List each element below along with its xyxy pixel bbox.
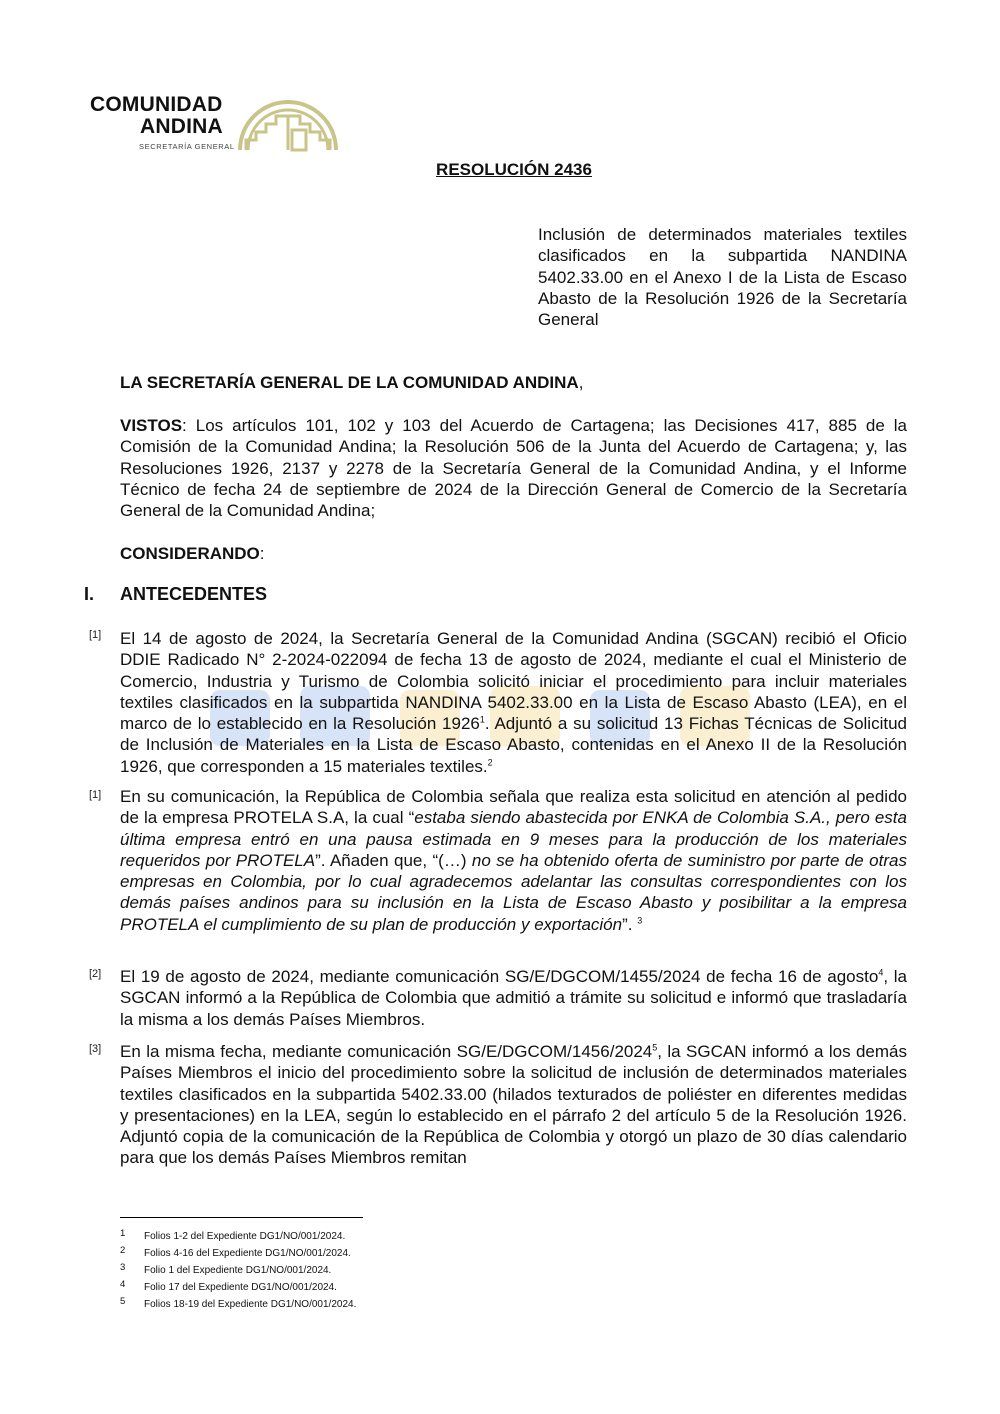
section-number: I. [84,584,95,604]
footnote-ref: 4 [878,967,884,978]
paragraph-number: [1] [89,789,102,801]
logo-subtitle: SECRETARÍA GENERAL [139,142,235,151]
considerando-heading: CONSIDERANDO: [120,544,265,563]
paragraph-1: El 14 de agosto de 2024, la Secretaría General de la Comunidad Andina (SGCAN) recibió el Oficio DDIE Radicado N° 2-2024-022094 de fecha 13 de agosto de 2024, mediante el cual el Ministerio de Comercio, Industria y Turismo de Colombia solicitó iniciar el procedimiento para incluir materiales textiles clasificados en la subpartida NANDINA 5402.33.00 en la Lista de Escaso Abasto (LEA), en el marco de lo establecido en la Resolución 1926$^1$. Adjuntó a su solicitud 13 Fichas Técnicas de Solicitud de Inclusión de Materiales en la Lista de Escaso Abasto, contenidas en el Anexo II de la Resolución 1926, que corresponden a 15 materiales textiles.$^2$ [120,629,907,776]
issuing-authority: LA SECRETARÍA GENERAL DE LA COMUNIDAD ANDINA, [120,373,584,392]
footnote: 5 Folios 18-19 del Expediente DG1/NO/001/2024. [120,1296,357,1310]
paragraph-number: [1] [89,629,102,641]
footnote: 4 Folio 17 del Expediente DG1/NO/001/2024. [120,1279,337,1293]
footnote: 1 Folios 1-2 del Expediente DG1/NO/001/2024. [120,1228,346,1242]
footnote: 3 Folio 1 del Expediente DG1/NO/001/2024. [120,1262,332,1276]
andean-emblem-icon [232,94,340,154]
paragraph-number: [3] [89,1043,102,1055]
vistos-paragraph: VISTOS: Los artículos 101, 102 y 103 del Acuerdo de Cartagena; las Decisiones 417, 885 de la Comisión de la Comunidad Andina; la Resolución 506 de la Junta del Acuerdo de Cartagena; y, las Resoluciones 1926, 2137 y 2278 de la Secretaría General de la Comunidad Andina, y el Informe Técnico de fecha 24 de septiembre de 2024 de la Dirección General de Comercio de la Secretaría General de la Comunidad Andina; [120,416,907,521]
logo-line2: ANDINA [140,115,223,138]
section-title: ANTECEDENTES [120,584,268,604]
footnote-ref: 1 [479,714,485,725]
footnote-ref: 5 [652,1042,658,1053]
paragraph-number: [2] [89,968,102,980]
footnote-divider [120,1217,363,1218]
resolution-title: RESOLUCIÓN 2436 [436,160,592,179]
footnote-ref: 3 [637,915,643,926]
logo-line1: COMUNIDAD [90,93,223,116]
paragraph-3: El 19 de agosto de 2024, mediante comunicación SG/E/DGCOM/1455/2024 de fecha 16 de agosto$^4$, la SGCAN informó a la República de Colombia que admitió a trámite su solicitud e informó que trasladaría la misma a los demás Países Miembros. [120,967,907,1029]
paragraph-2: En su comunicación, la República de Colombia señala que realiza esta solicitud en atención al pedido de la empresa PROTELA S.A, la cual “estaba siendo abastecida por ENKA de Colombia S.A., pero esta última empresa entró en una pausa estimada en 9 meses para la producción de los materiales requeridos por PROTELA”. Añaden que, “(…) no se ha obtenido oferta de suministro por parte de otras empresas en Colombia, por lo cual agradecemos adelantar las consultas correspondientes con los demás países andinos para su inclusión en la Lista de Escaso Abasto y posibilitar a la empresa PROTELA el cumplimiento de su plan de producción y exportación”. $^3$ [120,787,907,934]
paragraph-4: En la misma fecha, mediante comunicación SG/E/DGCOM/1456/2024$^5$, la SGCAN informó a los demás Países Miembros el inicio del procedimiento sobre la solicitud de inclusión de determinados materiales textiles clasificados en la subpartida 5402.33.00 (hilados texturados de poliéster en diferentes medidas y presentaciones) en la LEA, según lo establecido en el párrafo 2 del artículo 5 de la Resolución 1926. Adjuntó copia de la comunicación de la República de Colombia y otorgó un plazo de 30 días calendario para que los demás Países Miembros remitan [120,1042,907,1168]
footnote: 2 Folios 4-16 del Expediente DG1/NO/001/2024. [120,1245,351,1259]
footnote-ref: 2 [487,757,493,768]
resolution-subject: Inclusión de determinados materiales textiles clasificados en la subpartida NANDINA 5402.33.00 en el Anexo I de la Lista de Escaso Abasto de la Resolución 1926 de la Secretaría General [538,225,907,330]
vistos-label: VISTOS [120,416,183,435]
